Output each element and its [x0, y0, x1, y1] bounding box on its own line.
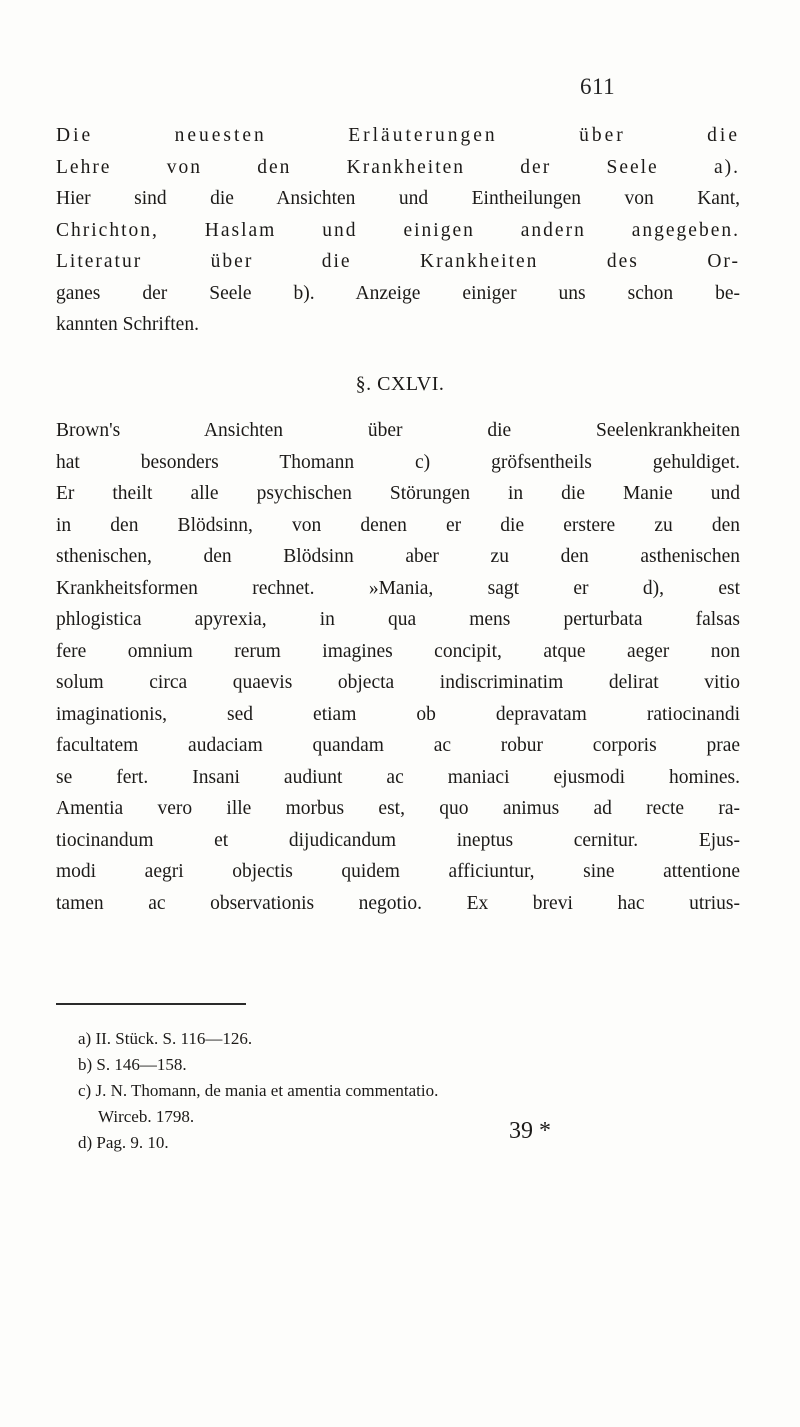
footnote-c-continued: Wirceb. 1798.: [98, 1107, 195, 1126]
text-line: phlogistica apyrexia, in qua mens perturbata falsas: [56, 609, 740, 630]
text-line: Literatur über die Krankheiten des Or-: [56, 251, 740, 272]
text-line: facultatem audaciam quandam ac robur corporis prae: [56, 735, 740, 756]
page-number: 611: [580, 74, 616, 99]
text-line: modi aegri objectis quidem afficiuntur, sine attentione: [56, 861, 740, 882]
text-line: Hier sind die Ansichten und Eintheilungen von Kant,: [56, 188, 740, 209]
text-line: ganes der Seele b). Anzeige einiger uns schon be-: [56, 282, 740, 304]
paragraph-literature: [56, 120, 740, 341]
text-line: se fert. Insani audiunt ac maniaci ejusmodi homines.: [56, 766, 740, 788]
footnotes: [78, 1026, 740, 1156]
text-line: tiocinandum et dijudicandum ineptus cernitur. Ejus-: [56, 829, 740, 851]
footnote-d: d) Pag. 9. 10.: [78, 1133, 169, 1152]
text-line: Lehre von den Krankheiten der Seele a).: [56, 156, 740, 178]
text-line: hat besonders Thomann c) gröfsentheils gehuldiget.: [56, 451, 740, 473]
text-line: Krankheitsformen rechnet. »Mania, sagt er d), est: [56, 577, 740, 599]
text-line: sthenischen, den Blödsinn aber zu den asthenischen: [56, 546, 740, 567]
paragraph-brown: [56, 415, 740, 919]
footnote-divider: [56, 1003, 246, 1005]
footnote-a: a) II. Stück. S. 116—126.: [78, 1029, 253, 1048]
text-line: Amentia vero ille morbus est, quo animus ad recte ra-: [56, 798, 740, 819]
text-line: Brown's Ansichten über die Seelenkrankheiten: [56, 420, 740, 441]
text-line: in den Blödsinn, von denen er die erstere zu den: [56, 514, 740, 536]
text-line: Die neuesten Erläuterungen über die: [56, 125, 740, 146]
text-line: fere omnium rerum imagines concipit, atque aeger non: [56, 640, 740, 662]
printer-signature: 39 *: [509, 1118, 551, 1144]
text-line: Chrichton, Haslam und einigen andern angegeben.: [56, 219, 740, 241]
footnote-c: c) J. N. Thomann, de mania et amentia commentatio.: [78, 1081, 439, 1100]
section-heading: §. CXLVI.: [355, 373, 445, 395]
text-line: kannten Schriften.: [56, 314, 199, 335]
text-line: imaginationis, sed etiam ob depravatam ratiocinandi: [56, 703, 740, 725]
text-line: solum circa quaevis objecta indiscriminatim delirat vitio: [56, 672, 740, 693]
text-line: Er theilt alle psychischen Störungen in die Manie und: [56, 483, 740, 504]
text-line: tamen ac observationis negotio. Ex brevi hac utrius-: [56, 892, 740, 914]
footnote-b: b) S. 146—158.: [78, 1055, 187, 1074]
